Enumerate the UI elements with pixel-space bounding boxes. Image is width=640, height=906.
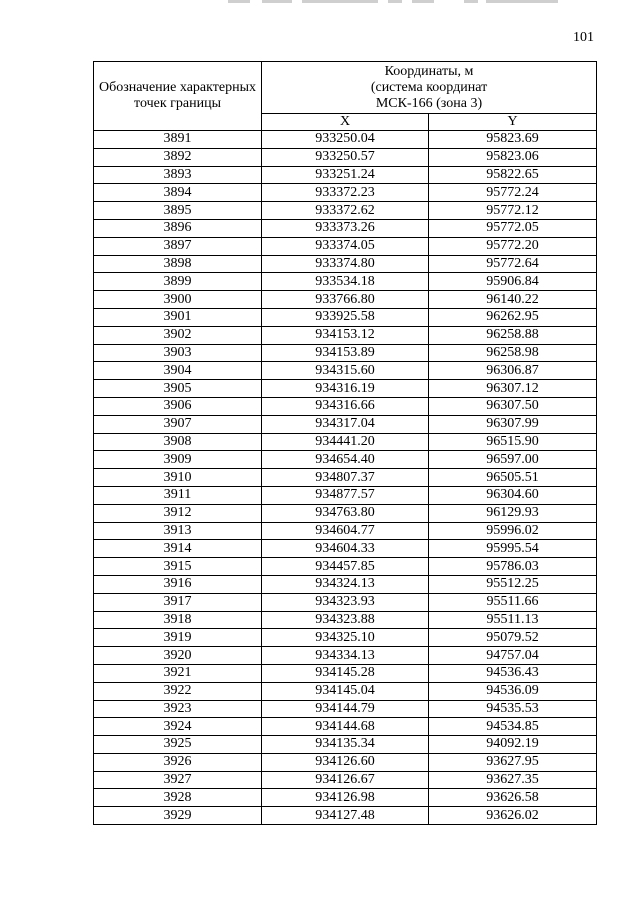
x-coordinate-cell: 934334.13 xyxy=(262,647,429,665)
table-row xyxy=(94,575,597,593)
table-row xyxy=(94,540,597,558)
x-coordinate-cell: 934126.67 xyxy=(262,771,429,789)
coordinates-label-line1: Координаты, м xyxy=(384,63,474,79)
x-coordinate-cell: 934316.66 xyxy=(262,397,429,415)
x-coordinate-cell: 934145.04 xyxy=(262,682,429,700)
x-coordinate-cell: 934153.89 xyxy=(262,344,429,362)
y-coordinate-cell: 95786.03 xyxy=(429,558,597,576)
point-id-cell: 3902 xyxy=(94,326,262,344)
table-row xyxy=(94,807,597,825)
y-coordinate-cell: 96306.87 xyxy=(429,362,597,380)
table-row xyxy=(94,415,597,433)
point-id-cell: 3915 xyxy=(94,558,262,576)
point-id-cell: 3907 xyxy=(94,415,262,433)
point-id-cell: 3903 xyxy=(94,344,262,362)
y-coordinate-cell: 95079.52 xyxy=(429,629,597,647)
y-coordinate-cell: 96597.00 xyxy=(429,451,597,469)
point-id-cell: 3921 xyxy=(94,664,262,682)
table-row xyxy=(94,362,597,380)
x-coordinate-cell: 934324.13 xyxy=(262,575,429,593)
point-id-cell: 3904 xyxy=(94,362,262,380)
point-id-cell: 3892 xyxy=(94,148,262,166)
y-coordinate-cell: 94534.85 xyxy=(429,718,597,736)
point-id-cell: 3900 xyxy=(94,291,262,309)
point-id-cell: 3929 xyxy=(94,807,262,825)
point-id-cell: 3913 xyxy=(94,522,262,540)
x-coordinate-cell: 934135.34 xyxy=(262,736,429,754)
coordinates-label-line2: (система координат xyxy=(370,79,488,95)
y-coordinate-cell: 96304.60 xyxy=(429,486,597,504)
x-coordinate-cell: 934144.79 xyxy=(262,700,429,718)
point-id-cell: 3914 xyxy=(94,540,262,558)
y-coordinate-cell: 95772.05 xyxy=(429,219,597,237)
table-row xyxy=(94,380,597,398)
table-row xyxy=(94,522,597,540)
y-coordinate-cell: 93626.58 xyxy=(429,789,597,807)
coordinates-header xyxy=(262,62,597,114)
x-coordinate-cell: 934325.10 xyxy=(262,629,429,647)
y-coordinate-cell: 95772.24 xyxy=(429,184,597,202)
x-coordinate-cell: 934127.48 xyxy=(262,807,429,825)
table-row xyxy=(94,344,597,362)
x-coordinate-cell: 933250.57 xyxy=(262,148,429,166)
point-id-cell: 3909 xyxy=(94,451,262,469)
point-id-cell: 3923 xyxy=(94,700,262,718)
point-id-cell: 3898 xyxy=(94,255,262,273)
scan-top-marks xyxy=(228,0,558,4)
x-coordinate-cell: 934604.33 xyxy=(262,540,429,558)
y-coordinate-cell: 96307.50 xyxy=(429,397,597,415)
table-body xyxy=(94,131,597,825)
y-coordinate-cell: 95511.66 xyxy=(429,593,597,611)
y-coordinate-cell: 94757.04 xyxy=(429,647,597,665)
y-coordinate-cell: 93626.02 xyxy=(429,807,597,825)
table-row xyxy=(94,291,597,309)
x-coordinate-cell: 933372.23 xyxy=(262,184,429,202)
y-coordinate-cell: 95996.02 xyxy=(429,522,597,540)
point-designation-label: Обозначение характерных точек границы xyxy=(99,80,256,111)
y-coordinate-cell: 96140.22 xyxy=(429,291,597,309)
table-row xyxy=(94,771,597,789)
table-row xyxy=(94,647,597,665)
y-coordinate-cell: 94536.09 xyxy=(429,682,597,700)
point-id-cell: 3926 xyxy=(94,753,262,771)
table-row xyxy=(94,700,597,718)
table-row xyxy=(94,736,597,754)
y-coordinate-cell: 96258.88 xyxy=(429,326,597,344)
y-coordinate-cell: 93627.35 xyxy=(429,771,597,789)
point-designation-header xyxy=(94,62,262,131)
x-coordinate-cell: 934807.37 xyxy=(262,469,429,487)
x-coordinate-cell: 934763.80 xyxy=(262,504,429,522)
y-coordinate-cell: 95772.12 xyxy=(429,202,597,220)
table-row xyxy=(94,397,597,415)
x-coordinate-cell: 933374.80 xyxy=(262,255,429,273)
table-row xyxy=(94,789,597,807)
point-id-cell: 3927 xyxy=(94,771,262,789)
table-row xyxy=(94,629,597,647)
y-coordinate-cell: 94535.53 xyxy=(429,700,597,718)
point-id-cell: 3910 xyxy=(94,469,262,487)
table-row xyxy=(94,255,597,273)
y-coordinate-cell: 95995.54 xyxy=(429,540,597,558)
y-coordinate-cell: 96307.12 xyxy=(429,380,597,398)
table-row xyxy=(94,166,597,184)
y-coordinate-cell: 95906.84 xyxy=(429,273,597,291)
x-coordinate-cell: 933250.04 xyxy=(262,131,429,149)
y-coordinate-cell: 96262.95 xyxy=(429,308,597,326)
table-row xyxy=(94,433,597,451)
table-row xyxy=(94,682,597,700)
x-coordinate-cell: 934441.20 xyxy=(262,433,429,451)
coordinates-label-line3: МСК-166 (зона 3) xyxy=(375,95,483,111)
point-id-cell: 3908 xyxy=(94,433,262,451)
x-coordinate-cell: 933374.05 xyxy=(262,237,429,255)
table-row xyxy=(94,451,597,469)
table-row xyxy=(94,326,597,344)
table-row xyxy=(94,504,597,522)
y-coordinate-cell: 95823.69 xyxy=(429,131,597,149)
table-row xyxy=(94,558,597,576)
x-coordinate-cell: 933251.24 xyxy=(262,166,429,184)
x-coordinate-cell: 934654.40 xyxy=(262,451,429,469)
x-coordinate-cell: 934126.98 xyxy=(262,789,429,807)
point-id-cell: 3920 xyxy=(94,647,262,665)
y-coordinate-cell: 96505.51 xyxy=(429,469,597,487)
x-coordinate-cell: 933534.18 xyxy=(262,273,429,291)
x-coordinate-cell: 934877.57 xyxy=(262,486,429,504)
point-id-cell: 3899 xyxy=(94,273,262,291)
x-coordinate-cell: 934457.85 xyxy=(262,558,429,576)
point-id-cell: 3891 xyxy=(94,131,262,149)
x-coordinate-cell: 934126.60 xyxy=(262,753,429,771)
y-column-header: Y xyxy=(429,114,597,131)
point-id-cell: 3924 xyxy=(94,718,262,736)
point-id-cell: 3901 xyxy=(94,308,262,326)
page-number: 101 xyxy=(573,30,594,45)
y-coordinate-cell: 94536.43 xyxy=(429,664,597,682)
x-coordinate-cell: 934323.88 xyxy=(262,611,429,629)
y-coordinate-cell: 93627.95 xyxy=(429,753,597,771)
point-id-cell: 3916 xyxy=(94,575,262,593)
x-coordinate-cell: 934145.28 xyxy=(262,664,429,682)
point-id-cell: 3918 xyxy=(94,611,262,629)
y-coordinate-cell: 94092.19 xyxy=(429,736,597,754)
x-coordinate-cell: 934315.60 xyxy=(262,362,429,380)
point-id-cell: 3897 xyxy=(94,237,262,255)
point-id-cell: 3928 xyxy=(94,789,262,807)
table-row xyxy=(94,148,597,166)
y-coordinate-cell: 95512.25 xyxy=(429,575,597,593)
point-id-cell: 3925 xyxy=(94,736,262,754)
y-coordinate-cell: 96258.98 xyxy=(429,344,597,362)
x-coordinate-cell: 934316.19 xyxy=(262,380,429,398)
table-row xyxy=(94,718,597,736)
point-id-cell: 3917 xyxy=(94,593,262,611)
x-coordinate-cell: 934604.77 xyxy=(262,522,429,540)
table-row xyxy=(94,753,597,771)
point-id-cell: 3894 xyxy=(94,184,262,202)
y-coordinate-cell: 95822.65 xyxy=(429,166,597,184)
x-coordinate-cell: 934317.04 xyxy=(262,415,429,433)
point-id-cell: 3893 xyxy=(94,166,262,184)
x-column-header: X xyxy=(262,114,429,131)
x-coordinate-cell: 934323.93 xyxy=(262,593,429,611)
table-row xyxy=(94,593,597,611)
table-row xyxy=(94,219,597,237)
table-row xyxy=(94,486,597,504)
table-row xyxy=(94,184,597,202)
x-coordinate-cell: 934144.68 xyxy=(262,718,429,736)
y-coordinate-cell: 96515.90 xyxy=(429,433,597,451)
point-id-cell: 3905 xyxy=(94,380,262,398)
y-coordinate-cell: 95823.06 xyxy=(429,148,597,166)
x-coordinate-cell: 933766.80 xyxy=(262,291,429,309)
table-row xyxy=(94,308,597,326)
point-id-cell: 3919 xyxy=(94,629,262,647)
point-id-cell: 3911 xyxy=(94,486,262,504)
table-row xyxy=(94,273,597,291)
x-coordinate-cell: 933372.62 xyxy=(262,202,429,220)
table-row xyxy=(94,611,597,629)
y-coordinate-cell: 96307.99 xyxy=(429,415,597,433)
point-id-cell: 3912 xyxy=(94,504,262,522)
y-coordinate-cell: 95772.20 xyxy=(429,237,597,255)
point-id-cell: 3895 xyxy=(94,202,262,220)
table-row xyxy=(94,664,597,682)
point-id-cell: 3922 xyxy=(94,682,262,700)
table-row xyxy=(94,237,597,255)
table-header xyxy=(94,62,597,131)
y-coordinate-cell: 96129.93 xyxy=(429,504,597,522)
x-coordinate-cell: 934153.12 xyxy=(262,326,429,344)
y-coordinate-cell: 95772.64 xyxy=(429,255,597,273)
x-coordinate-cell: 933373.26 xyxy=(262,219,429,237)
y-coordinate-cell: 95511.13 xyxy=(429,611,597,629)
table-row xyxy=(94,131,597,149)
point-id-cell: 3906 xyxy=(94,397,262,415)
x-coordinate-cell: 933925.58 xyxy=(262,308,429,326)
table-row xyxy=(94,202,597,220)
table-row xyxy=(94,469,597,487)
coordinates-table xyxy=(93,61,597,825)
point-id-cell: 3896 xyxy=(94,219,262,237)
